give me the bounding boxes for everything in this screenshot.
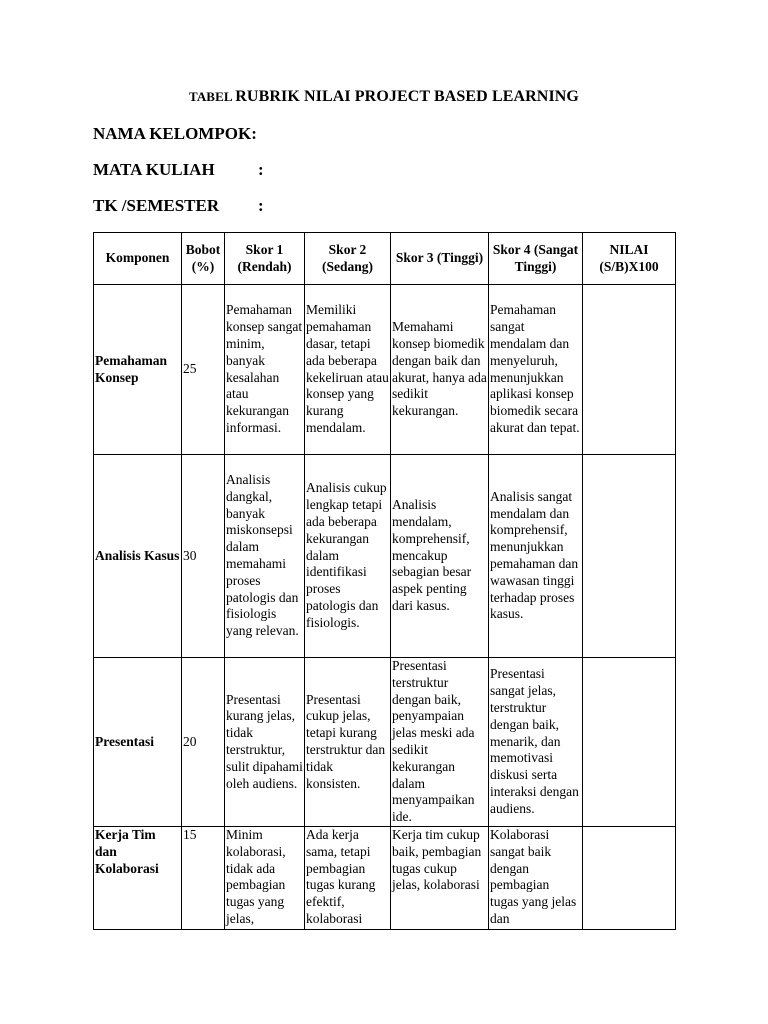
- cell-bobot: 20: [182, 658, 225, 827]
- field-label: NAMA KELOMPOK:: [93, 124, 257, 143]
- cell-skor3: Kerja tim cukup baik, pembagian tugas cukup jelas, kolaborasi: [391, 827, 489, 930]
- cell-skor1: Analisis dangkal, banyak miskonsepsi dalam memahami proses patologis dan fisiologis yang relevan.: [225, 455, 305, 658]
- field-colon: :: [258, 196, 264, 215]
- cell-skor2: Analisis cukup lengkap tetapi ada beberapa kekurangan dalam identifikasi proses patologis dan fisiologis.: [305, 455, 391, 658]
- cell-komponen: Analisis Kasus: [94, 455, 182, 658]
- cell-skor4: Analisis sangat mendalam dan komprehensif, menunjukkan pemahaman dan wawasan tinggi terhadap proses kasus.: [489, 455, 583, 658]
- header-skor4: Skor 4 (Sangat Tinggi): [489, 233, 583, 285]
- header-skor3: Skor 3 (Tinggi): [391, 233, 489, 285]
- title-prefix: TABEL: [189, 89, 236, 104]
- cell-komponen: Kerja Tim dan Kolaborasi: [94, 827, 182, 930]
- cell-skor3: Presentasi terstruktur dengan baik, penyampaian jelas meski ada sedikit kekurangan dalam menyampaikan ide.: [391, 658, 489, 827]
- table-row: [94, 455, 676, 658]
- cell-bobot: 25: [182, 285, 225, 455]
- field-label: MATA KULIAH: [93, 160, 215, 179]
- cell-skor2: Memiliki pemahaman dasar, tetapi ada beberapa kekeliruan atau konsep yang kurang mendalam.: [305, 285, 391, 455]
- header-nilai: NILAI (S/B)X100: [583, 233, 676, 285]
- table-row: [94, 827, 676, 930]
- header-komponen: Komponen: [94, 233, 182, 285]
- cell-skor1: Pemahaman konsep sangat minim, banyak kesalahan atau kekurangan informasi.: [225, 285, 305, 455]
- cell-nilai[interactable]: [583, 455, 676, 658]
- cell-komponen: Presentasi: [94, 658, 182, 827]
- document-title: [0, 88, 768, 106]
- cell-skor1: Minim kolaborasi, tidak ada pembagian tugas yang jelas,: [225, 827, 305, 930]
- field-mata-kuliah: [93, 160, 264, 180]
- cell-komponen: Pemahaman Konsep: [94, 285, 182, 455]
- field-label: TK /SEMESTER: [93, 196, 220, 215]
- cell-skor3: Memahami konsep biomedik dengan baik dan akurat, hanya ada sedikit kekurangan.: [391, 285, 489, 455]
- cell-bobot: 30: [182, 455, 225, 658]
- table-row: [94, 285, 676, 455]
- cell-skor1: Presentasi kurang jelas, tidak terstruktur, sulit dipahami oleh audiens.: [225, 658, 305, 827]
- cell-nilai[interactable]: [583, 827, 676, 930]
- cell-skor4: Kolaborasi sangat baik dengan pembagian tugas yang jelas dan: [489, 827, 583, 930]
- header-bobot: Bobot (%): [182, 233, 225, 285]
- cell-skor2: Presentasi cukup jelas, tetapi kurang terstruktur dan tidak konsisten.: [305, 658, 391, 827]
- header-row: [94, 233, 676, 285]
- header-skor1: Skor 1 (Rendah): [225, 233, 305, 285]
- field-colon: :: [258, 160, 264, 179]
- cell-skor3: Analisis mendalam, komprehensif, mencakup sebagian besar aspek penting dari kasus.: [391, 455, 489, 658]
- header-skor2: Skor 2 (Sedang): [305, 233, 391, 285]
- cell-nilai[interactable]: [583, 658, 676, 827]
- field-tk-semester: [93, 196, 264, 216]
- cell-bobot: 15: [182, 827, 225, 930]
- rubric-table: [93, 232, 676, 930]
- table-row: [94, 658, 676, 827]
- field-nama-kelompok: [93, 124, 257, 144]
- cell-skor4: Presentasi sangat jelas, terstruktur dengan baik, menarik, dan memotivasi diskusi serta interaksi dengan audiens.: [489, 658, 583, 827]
- cell-skor2: Ada kerja sama, tetapi pembagian tugas kurang efektif, kolaborasi: [305, 827, 391, 930]
- title-main: RUBRIK NILAI PROJECT BASED LEARNING: [235, 88, 579, 105]
- cell-nilai[interactable]: [583, 285, 676, 455]
- cell-skor4: Pemahaman sangat mendalam dan menyeluruh, menunjukkan aplikasi konsep biomedik secara akurat dan tepat.: [489, 285, 583, 455]
